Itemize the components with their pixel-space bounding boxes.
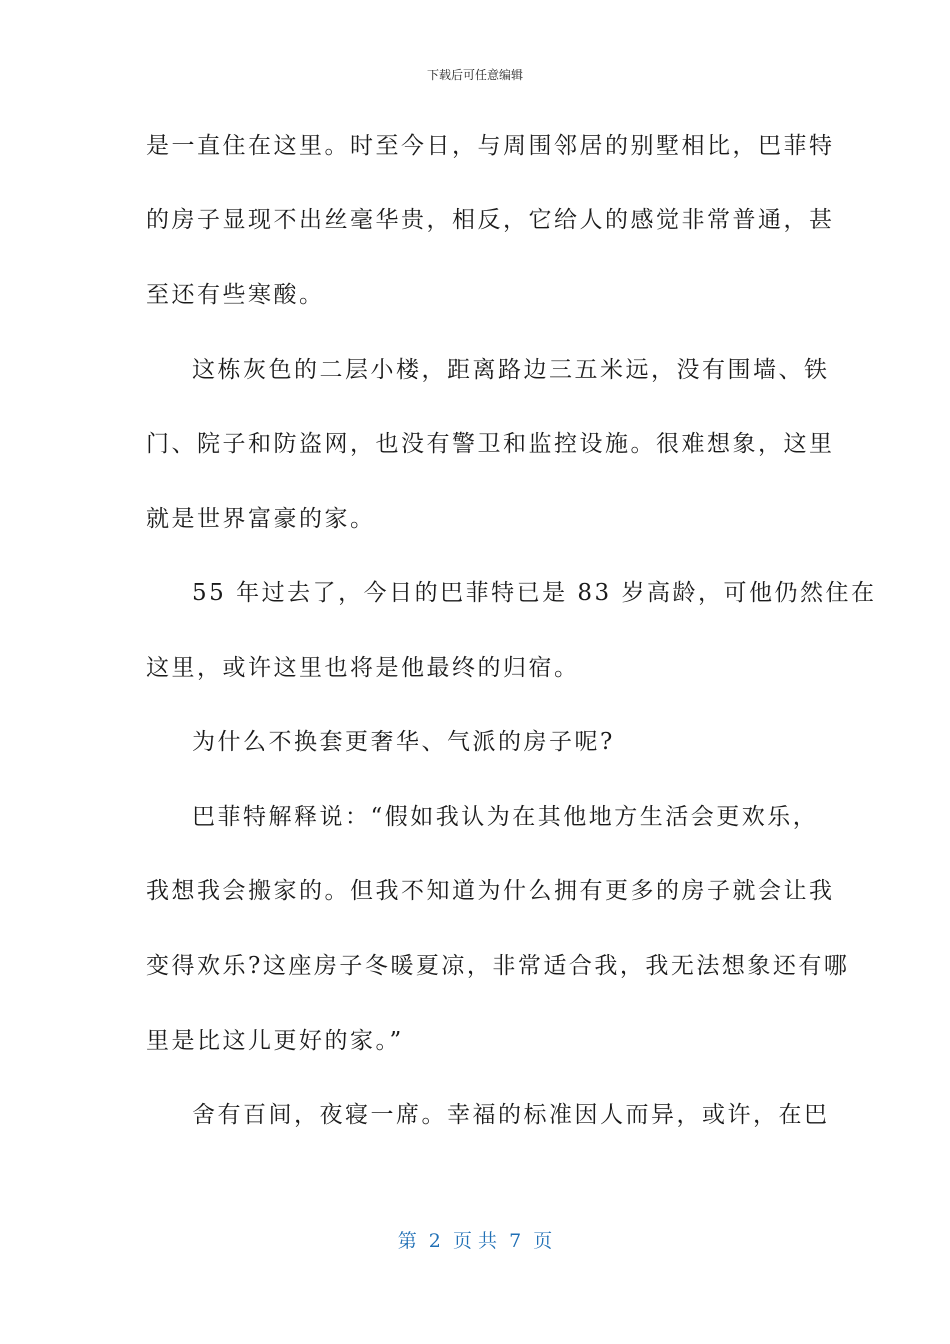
text-line: 的房子显现不出丝毫华贵，相反，它给人的感觉非常普通，甚 (146, 207, 835, 233)
text-line: 为什么不换套更奢华、气派的房子呢? (192, 729, 615, 755)
text-line: 55 年过去了，今日的巴菲特已是 83 岁高龄，可他仍然住在 (192, 580, 877, 606)
text-line: 这栋灰色的二层小楼，距离路边三五米远，没有围墙、铁 (192, 357, 830, 383)
text-line: 就是世界富豪的家。 (146, 506, 376, 532)
text-line: 门、院子和防盗网，也没有警卫和监控设施。很难想象，这里 (146, 431, 835, 457)
page-number: 第 2 页 共 7 页 (397, 1230, 553, 1252)
text-line: 变得欢乐?这座房子冬暖夏凉，非常适合我，我无法想象还有哪 (146, 953, 850, 979)
page-header: 下载后可任意编辑 (426, 68, 523, 82)
text-line: 这里，或许这里也将是他最终的归宿。 (146, 655, 580, 681)
text-line: 是一直住在这里。时至今日，与周围邻居的别墅相比，巴菲特 (146, 133, 835, 159)
text-line: 巴菲特解释说：“假如我认为在其他地方生活会更欢乐， (192, 804, 819, 830)
text-line: 至还有些寒酸。 (146, 282, 325, 308)
text-line: 里是比这儿更好的家。” (146, 1028, 404, 1054)
text-line: 我想我会搬家的。但我不知道为什么拥有更多的房子就会让我 (146, 878, 835, 904)
text-line: 舍有百间，夜寝一席。幸福的标准因人而异，或许，在巴 (192, 1102, 830, 1128)
